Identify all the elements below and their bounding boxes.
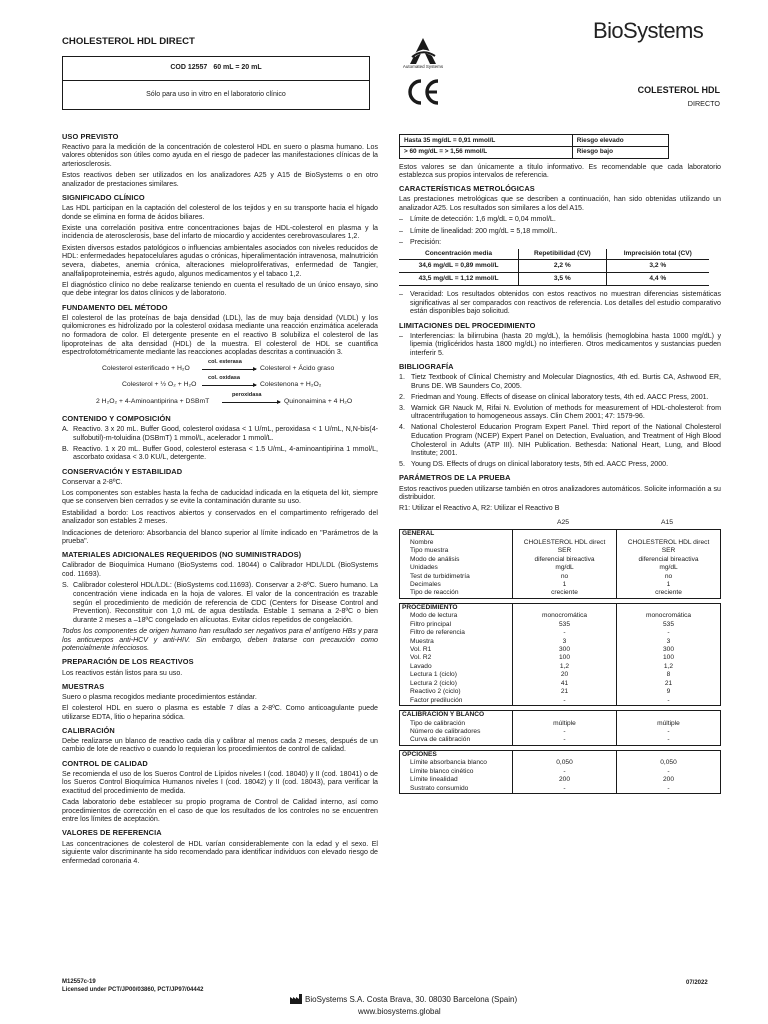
parameters-block bbox=[399, 710, 721, 746]
parameters-block bbox=[399, 603, 721, 706]
parameter-name: Límite absorbancia blanco bbox=[410, 759, 487, 767]
automated-systems-logo-icon bbox=[406, 36, 440, 66]
in-vitro-note: Sólo para uso in vitro en el laboratorio clínico bbox=[146, 91, 286, 99]
table-row bbox=[400, 539, 720, 547]
parameter-value-a15: 8 bbox=[616, 671, 720, 679]
reaction-arrow-icon bbox=[222, 402, 280, 403]
safety-note: Todos los componentes de origen humano han resultado ser negativos para el antígeno HBs y para los anticuerpos anti-HCV y anti-HIV. Sin embargo, deben tratarse con precaución como potencialmente infecciosos. bbox=[62, 627, 378, 653]
reference-number: 4. bbox=[399, 423, 405, 432]
right-column bbox=[399, 134, 721, 798]
table-cell: 3,5 % bbox=[519, 273, 606, 286]
section-heading-fundamento: FUNDAMENTO DEL MÉTODO bbox=[62, 302, 168, 312]
table-cell: 34,6 mg/dL = 0,89 mmol/L bbox=[399, 260, 519, 273]
parameter-value-a15: 1 bbox=[616, 581, 720, 589]
parameter-value-a15: 200 bbox=[616, 776, 720, 784]
table-row bbox=[400, 688, 720, 696]
ce-mark-icon bbox=[406, 78, 440, 106]
risk-label: Riesgo bajo bbox=[572, 146, 668, 158]
parameter-value-a15: 100 bbox=[616, 654, 720, 662]
table-row bbox=[400, 768, 720, 776]
list-text: Límite de linealidad: 200 mg/dL = 5,18 mmol/L. bbox=[410, 226, 558, 235]
section-heading-contenido: CONTENIDO Y COMPOSICIÓN bbox=[62, 413, 171, 423]
risk-table bbox=[399, 134, 669, 159]
risk-label: Riesgo elevado bbox=[572, 135, 668, 147]
table-row bbox=[400, 612, 720, 620]
parameters-block bbox=[399, 750, 721, 794]
parameters-spacer bbox=[616, 604, 720, 612]
reaction-3-products: Quinonaimina + 4 H₂O bbox=[284, 398, 353, 406]
parameter-name: Unidades bbox=[410, 564, 438, 572]
parameter-name: Modo de lectura bbox=[410, 612, 458, 620]
section-heading-referencia: VALORES DE REFERENCIA bbox=[62, 828, 162, 838]
parameter-value-a15: CHOLESTEROL HDL direct bbox=[616, 539, 720, 547]
parameter-name: Curva de calibración bbox=[410, 736, 471, 744]
reaction-1-products: Colesterol + Ácido graso bbox=[260, 365, 335, 373]
list-item bbox=[62, 445, 378, 462]
parameter-name: Modo de análisis bbox=[410, 555, 460, 563]
parameter-name: Filtro de referencia bbox=[410, 629, 465, 637]
paragraph: Calibrador de Bioquímica Humano (BioSystems cod. 18044) o Calibrador HDL/LDL (BioSystems cod. 11693). bbox=[62, 561, 378, 579]
paragraph: Los componentes son estables hasta la fecha de caducidad indicada en la etiqueta del kit, siempre que se conserven bien cerrados y se evite la contaminación durante su uso. bbox=[62, 488, 378, 506]
reference-text: Friedman and Young. Effects of disease on clinical laboratory tests, 4th ed. AACC Press, 2001. bbox=[411, 392, 709, 401]
parameter-value-a25: - bbox=[512, 736, 616, 744]
parameters-spacer bbox=[616, 711, 720, 719]
parameter-name: Lectura 1 (ciclo) bbox=[410, 671, 457, 679]
parameter-value-a25: no bbox=[512, 573, 616, 581]
parameter-value-a15: 21 bbox=[616, 680, 720, 688]
list-item bbox=[399, 290, 721, 316]
list-item bbox=[399, 332, 721, 358]
paragraph: Las prestaciones metrológicas que se describen a continuación, han sido obtenidas utilizando un analizador A25. Los resultados son similares a los del A15. bbox=[399, 195, 721, 213]
table-cell: 2,2 % bbox=[519, 260, 606, 273]
parameter-value-a15: - bbox=[616, 785, 720, 793]
section-heading-conservacion: CONSERVACIÓN Y ESTABILIDAD bbox=[62, 466, 183, 476]
paragraph: El diagnóstico clínico no debe realizarse teniendo en cuenta el resultado de un único ensayo, sino que debe integrar los datos clínicos y de laboratorio. bbox=[62, 280, 378, 298]
reference-number: 1. bbox=[399, 373, 405, 382]
list-marker: – bbox=[399, 226, 403, 235]
parameters-block-title-row bbox=[400, 604, 720, 612]
parameter-value-a25: SER bbox=[512, 547, 616, 555]
list-item bbox=[399, 227, 721, 236]
column-header: Concentración media bbox=[399, 249, 519, 260]
document-date: 07/2022 bbox=[686, 980, 708, 986]
parameter-value-a25: 1 bbox=[512, 581, 616, 589]
parameter-value-a15: no bbox=[616, 573, 720, 581]
risk-value: > 60 mg/dL = > 1,56 mmol/L bbox=[400, 146, 573, 158]
paragraph: R1: Utilizar el Reactivo A, R2: Utilizar el Reactivo B bbox=[399, 504, 560, 513]
parameter-value-a15: - bbox=[616, 728, 720, 736]
parameter-value-a15: - bbox=[616, 629, 720, 637]
paragraph: Los reactivos están listos para su uso. bbox=[62, 668, 183, 677]
list-text: Veracidad: Los resultados obtenidos con estos reactivos no muestran diferencias sistemáticas significativas al ser comparados con reactivos de referencia. Los detalles del estudio comparativo están disponibles bajo solicitud. bbox=[410, 290, 721, 316]
parameter-value-a25: - bbox=[512, 728, 616, 736]
document-code: M12557c-19 bbox=[62, 979, 96, 985]
list-text: Reactivo. 3 x 20 mL. Buffer Good, colesterol oxidasa < 1 U/mL, peroxidasa < 1 U/mL, N,N-bis(4-sulfobutil)-m-toluidina (DSBmT) 1 mmol/L, acelerador 1 mmol/L. bbox=[73, 424, 378, 442]
parameters-block-title-row bbox=[400, 711, 720, 719]
reference-item bbox=[399, 393, 721, 402]
list-text: Precisión: bbox=[410, 237, 442, 246]
reference-item bbox=[399, 373, 721, 390]
parameters-block-title: PROCEDIMIENTO bbox=[402, 603, 458, 611]
parameter-name: Número de calibradores bbox=[410, 727, 481, 735]
reference-list bbox=[399, 373, 721, 469]
table-row bbox=[400, 697, 720, 705]
parameters-block-title: OPCIONES bbox=[402, 750, 437, 758]
parameter-value-a25: diferencial bireactiva bbox=[512, 556, 616, 564]
product-code-row bbox=[63, 57, 369, 81]
parameter-value-a15: creciente bbox=[616, 589, 720, 597]
section-heading-materiales: MATERIALES ADICIONALES REQUERIDOS (NO SUMINISTRADOS) bbox=[62, 550, 302, 560]
list-marker: A. bbox=[62, 424, 69, 433]
table-row bbox=[400, 556, 720, 564]
parameters-block-title-row bbox=[400, 530, 720, 538]
reaction-1-reactants: Colesterol esterificado + H₂O bbox=[102, 365, 190, 373]
table-row bbox=[400, 663, 720, 671]
table-row bbox=[400, 680, 720, 688]
left-column bbox=[62, 127, 378, 868]
paragraph: Se recomienda el uso de los Sueros Control de Lípidos niveles I (cod. 18040) y II (cod. 18041) o de los Sueros Control Bioquímica Humanos niveles I (cod. 18042) y II (cod. 18043), para verificar la exactitud del procedimiento de medida. bbox=[62, 769, 378, 795]
section-heading-parametros: PARÁMETROS DE LA PRUEBA bbox=[399, 473, 511, 483]
column-header-a25: A25 bbox=[556, 519, 570, 527]
paragraph: Estabilidad a bordo: Los reactivos abiertos y conservados en el compartimento refrigerado del analizador son estables 2 meses. bbox=[62, 508, 378, 526]
table-row bbox=[400, 736, 720, 744]
list-item bbox=[62, 425, 378, 442]
parameter-value-a25: 21 bbox=[512, 688, 616, 696]
table-row bbox=[399, 273, 709, 286]
reaction-3-enzyme: peroxidasa bbox=[232, 392, 262, 399]
parameters-spacer bbox=[616, 530, 720, 538]
paragraph: Indicaciones de deterioro: Absorbancia del blanco superior al límite indicado en "Parámetros de la prueba". bbox=[62, 528, 378, 546]
paragraph: Reactivo para la medición de la concentración de colesterol HDL en suero o plasma humano. Los valores obtenidos son útiles como ayuda en el riesgo de padecer las manifestaciones clínicas de la arteriosclerosis. bbox=[62, 142, 378, 168]
reference-number: 3. bbox=[399, 403, 405, 412]
section-heading-limitaciones: LIMITACIONES DEL PROCEDIMIENTO bbox=[399, 320, 536, 330]
parameter-value-a15: 3 bbox=[616, 638, 720, 646]
table-row bbox=[400, 654, 720, 662]
license-note: Licensed under PCT/JP00/03860, PCT/JP97/04442 bbox=[62, 987, 204, 994]
table-cell: 43,5 mg/dL = 1,12 mmol/L bbox=[399, 273, 519, 286]
table-row bbox=[400, 785, 720, 793]
parameters-block-title-row bbox=[400, 751, 720, 759]
reaction-arrow-icon bbox=[202, 369, 256, 370]
table-row bbox=[400, 776, 720, 784]
list-item bbox=[399, 215, 721, 224]
section-heading-significado: SIGNIFICADO CLÍNICO bbox=[62, 192, 145, 202]
reaction-2-products: Colestenona + H₂O₂ bbox=[260, 381, 322, 389]
parameters-column-headers bbox=[399, 519, 721, 527]
parameter-name: Límite linealidad bbox=[410, 776, 458, 784]
paragraph: Estos reactivos pueden utilizarse también en otros analizadores automáticos. Solicite información a su distribuidor. bbox=[399, 484, 721, 502]
parameter-value-a25: 100 bbox=[512, 654, 616, 662]
parameter-value-a25: 3 bbox=[512, 638, 616, 646]
precision-table bbox=[399, 249, 709, 286]
parameter-name: Lavado bbox=[410, 662, 432, 670]
reference-item bbox=[399, 460, 721, 469]
reaction-2-enzyme: col. oxidasa bbox=[208, 375, 241, 382]
paragraph: Las HDL participan en la captación del colesterol de los tejidos y en su transporte hacia el hígado donde se elimina en forma de ácidos biliares. bbox=[62, 203, 378, 221]
parameter-value-a25: 535 bbox=[512, 621, 616, 629]
reaction-arrow-icon bbox=[202, 385, 256, 386]
table-row bbox=[400, 547, 720, 555]
table-row bbox=[400, 671, 720, 679]
list-text: Reactivo. 1 x 20 mL. Buffer Good, colesterol esterasa < 1.5 U/mL, 4-aminoantipirina 1 mmol/L, ascorbato oxidasa < 3.0 KU/L, detergente. bbox=[73, 444, 378, 462]
reaction-2-reactants: Colesterol + ½ O₂ + H₂O bbox=[122, 381, 197, 389]
parameters-spacer bbox=[512, 751, 616, 759]
column-header: Repetibilidad (CV) bbox=[519, 249, 606, 260]
paragraph: Conservar a 2-8ºC. bbox=[62, 477, 123, 486]
table-row bbox=[399, 260, 709, 273]
logo-caption: Automated Systems bbox=[402, 64, 444, 69]
parameter-value-a25: - bbox=[512, 768, 616, 776]
parameter-value-a15: 300 bbox=[616, 646, 720, 654]
product-name: COLESTEROL HDL bbox=[637, 85, 720, 95]
reaction-1-enzyme: col. esterasa bbox=[208, 359, 242, 366]
paragraph: Las concentraciones de colesterol de HDL varían considerablemente con la edad y el sexo. El siguiente valor discriminante ha sido recomendado para identificar individuos con elevado riesgo de enfermedad coronaria 4. bbox=[62, 839, 378, 865]
risk-value: Hasta 35 mg/dL = 0,91 mmol/L bbox=[400, 135, 573, 147]
section-heading-metrologicas: CARACTERÍSTICAS METROLÓGICAS bbox=[399, 184, 535, 194]
paragraph: Estos reactivos deben ser utilizados en los analizadores A25 y A15 de BioSystems o en otro analizador de prestaciones similares. bbox=[62, 171, 378, 188]
table-row bbox=[400, 573, 720, 581]
reaction-scheme bbox=[62, 359, 378, 409]
parameter-name: Factor predilución bbox=[410, 696, 463, 704]
parameter-value-a25: 300 bbox=[512, 646, 616, 654]
list-text: Límite de detección: 1,6 mg/dL = 0,04 mmol/L. bbox=[410, 215, 556, 224]
reference-number: 2. bbox=[399, 392, 405, 401]
parameter-value-a15: 9 bbox=[616, 688, 720, 696]
reference-text: Young DS. Effects of drugs on clinical laboratory tests, 5th ed. AACC Press, 2000. bbox=[411, 460, 669, 469]
parameter-value-a25: 200 bbox=[512, 776, 616, 784]
paragraph: Cada laboratorio debe establecer su propio programa de Control de Calidad interno, así como procedimientos de corrección en el caso de que los resultados de los controles no se encuentren entre los límites de aceptación. bbox=[62, 798, 378, 824]
parameter-value-a15: diferencial bireactiva bbox=[616, 556, 720, 564]
parameter-value-a25: múltiple bbox=[512, 720, 616, 728]
parameter-name: Tipo muestra bbox=[410, 547, 449, 555]
list-marker: – bbox=[399, 290, 403, 299]
parameter-value-a15: SER bbox=[616, 547, 720, 555]
parameter-name: Vol. R1 bbox=[410, 646, 432, 653]
parameter-name: Tipo de reacción bbox=[410, 589, 459, 597]
parameter-value-a25: monocromática bbox=[512, 612, 616, 620]
parameter-value-a25: creciente bbox=[512, 589, 616, 597]
parameter-value-a25: 20 bbox=[512, 671, 616, 679]
parameter-value-a15: 535 bbox=[616, 621, 720, 629]
parameter-value-a25: - bbox=[512, 697, 616, 705]
table-row bbox=[400, 728, 720, 736]
table-row bbox=[400, 759, 720, 767]
paragraph: Existe una correlación positiva entre concentraciones bajas de HDL-colesterol en plasma y la incidencia de aterosclerosis, base del infarto de miocardio y accidentes cerebrovasculares 1,2. bbox=[62, 223, 378, 241]
product-code-box bbox=[62, 56, 370, 110]
table-row bbox=[400, 638, 720, 646]
parameters-table bbox=[399, 529, 721, 794]
reference-text: Warnick GR Nauck M, Rifai N. Evolution of methods for measurement of HDL-cholesterol: from ultracentrifugation to homogeneous assays. Clin Chem 2001; 47: 1579-96. bbox=[411, 403, 721, 421]
parameter-name: Lectura 2 (ciclo) bbox=[410, 679, 457, 687]
table-row bbox=[400, 564, 720, 572]
paragraph: Existen diversos estados patológicos o influencias ambientales asociados con niveles reducidos de HDL: enfermedades hepatocelulares agudas o crónicas, hiperalimentación intravenosa, malnutrición severa, diabetes, anemia crónica, alteraciones mieloproliferativas, enfermedad de Tangier, analfalipoproteinemia, estrés agudo, algunos medicamentos y el tabaco 1,2. bbox=[62, 243, 378, 278]
section-heading-bibliografia: BIBLIOGRAFÍA bbox=[399, 361, 454, 371]
parameter-value-a15: mg/dL bbox=[616, 564, 720, 572]
reference-text: Tietz Textbook of Clinical Chemistry and Molecular Diagnostics, 4th ed. Burtis CA, Ashwood ER, Bruns DE. WB Saunders Co, 2005. bbox=[411, 373, 721, 390]
column-header: Imprecisión total (CV) bbox=[606, 249, 709, 260]
table-row bbox=[400, 589, 720, 597]
parameter-value-a15: 1,2 bbox=[616, 663, 720, 671]
paragraph: El colesterol HDL en suero o plasma es estable 7 días a 2-8ºC. Como anticoagulante puede utilizarse EDTA, litio o heparina sódica. bbox=[62, 703, 378, 721]
parameter-value-a25: 1,2 bbox=[512, 663, 616, 671]
parameters-block-title: GENERAL bbox=[402, 530, 435, 538]
parameter-value-a15: 0,050 bbox=[616, 759, 720, 767]
list-marker: B. bbox=[62, 444, 69, 453]
parameter-name: Vol. R2 bbox=[410, 654, 432, 662]
section-heading-preparacion: PREPARACIÓN DE LOS REACTIVOS bbox=[62, 657, 194, 667]
paragraph: Debe realizarse un blanco de reactivo cada día y calibrar al menos cada 2 meses, después de un cambio de lote de reactivo o cuando lo requieran los procedimientos de control de calidad. bbox=[62, 736, 378, 754]
parameters-spacer bbox=[616, 751, 720, 759]
table-row bbox=[400, 135, 669, 147]
table-row bbox=[400, 720, 720, 728]
parameter-name: Filtro principal bbox=[410, 620, 452, 628]
parameter-value-a25: 41 bbox=[512, 680, 616, 688]
table-cell: 4,4 % bbox=[606, 273, 709, 286]
parameter-value-a15: - bbox=[616, 697, 720, 705]
parameter-name: Nombre bbox=[410, 538, 434, 546]
reference-number: 5. bbox=[399, 460, 405, 469]
parameters-spacer bbox=[512, 530, 616, 538]
table-row bbox=[400, 581, 720, 589]
reference-item bbox=[399, 404, 721, 421]
column-header-a15: A15 bbox=[660, 519, 674, 527]
company-address: BioSystems S.A. Costa Brava, 30. 08030 Barcelona (Spain) bbox=[305, 995, 518, 1004]
parameters-spacer bbox=[512, 604, 616, 612]
list-text: Interferencias: la bilirrubina (hasta 20 mg/dL), la hemólisis (hemoglobina hasta 1000 mg/dL) y lipemia (triglicéridos hasta 1800 mg/dL) no interfieren. Otros medicamentos y sustancias pueden interferir 5. bbox=[410, 331, 721, 357]
parameters-block bbox=[399, 529, 721, 599]
brand-logo: BioSystems bbox=[593, 18, 704, 43]
paragraph: El colesterol de las proteínas de baja densidad (LDL), las de muy baja densidad (VLDL) y los quilomicrones es hidrolizado por la colesterol oxidasa mediante una reacción enzimática acelerada no formadora de color. El detergente presente en el reactivo B solubiliza el colesterol de las lipoproteínas de alta densidad (HDL) de la muestra. El colesterol de HDL se cuantifica espectrofotométricamente mediante las reacciones acopladas descritas a continuación 3. bbox=[62, 313, 378, 357]
parameters-block-title: CALIBRACIÓN Y BLANCO bbox=[402, 711, 485, 719]
table-header-row bbox=[399, 249, 709, 260]
parameter-name: Límite blanco cinético bbox=[410, 767, 474, 775]
parameter-name: Muestra bbox=[410, 637, 434, 645]
parameter-name: Tipo de calibración bbox=[410, 719, 466, 727]
parameter-value-a15: monocromática bbox=[616, 612, 720, 620]
list-marker: – bbox=[399, 215, 403, 224]
paragraph: Suero o plasma recogidos mediante procedimientos estándar. bbox=[62, 692, 257, 701]
list-marker: – bbox=[399, 331, 403, 340]
table-row bbox=[400, 621, 720, 629]
footer-left bbox=[62, 978, 203, 994]
reference-text: National Cholesterol Educarion Program Expert Panel. Third report of the National Cholesterol Education Program (NCEP) Expert Panel on Detection, Evaluation, and Treatment of High Blood Cholesterol in Adults (ATP III). NIH Publication. Bethesda: National Heart, Lung, and Blood Institute; 2001. bbox=[411, 423, 721, 458]
pack-size: 60 mL = 20 mL bbox=[213, 64, 262, 72]
parameter-value-a25: 0,050 bbox=[512, 759, 616, 767]
product-subtitle: DIRECTO bbox=[687, 99, 720, 108]
parameter-name: Reactivo 2 (ciclo) bbox=[410, 688, 461, 696]
table-cell: 3,2 % bbox=[606, 260, 709, 273]
paragraph: Estos valores se dan únicamente a título informativo. Es recomendable que cada laboratorio establezca sus propios intervalos de referencia. bbox=[399, 162, 721, 180]
parameter-value-a25: CHOLESTEROL HDL direct bbox=[512, 539, 616, 547]
table-row bbox=[400, 646, 720, 654]
list-item bbox=[62, 581, 378, 624]
parameter-value-a25: - bbox=[512, 629, 616, 637]
parameter-name: Test de turbidimetría bbox=[410, 572, 470, 580]
section-heading-control: CONTROL DE CALIDAD bbox=[62, 758, 148, 768]
parameter-name: Sustrato consumido bbox=[410, 784, 469, 792]
list-item bbox=[399, 238, 721, 247]
parameter-value-a15: - bbox=[616, 736, 720, 744]
parameter-value-a15: múltiple bbox=[616, 720, 720, 728]
intended-use-row bbox=[63, 81, 369, 110]
document-title: CHOLESTEROL HDL DIRECT bbox=[62, 36, 195, 47]
product-code: COD 12557 bbox=[170, 64, 208, 72]
parameter-name: Decimales bbox=[410, 580, 441, 588]
manufacturer-icon bbox=[290, 994, 302, 1004]
reference-item bbox=[399, 423, 721, 458]
list-marker: S. bbox=[62, 581, 69, 590]
parameter-value-a25: mg/dL bbox=[512, 564, 616, 572]
section-heading-calibracion: CALIBRACIÓN bbox=[62, 725, 115, 735]
list-marker: – bbox=[399, 237, 403, 246]
list-text: Calibrador colesterol HDL/LDL: (BioSystems cod.11693). Conservar a 2-8ºC. Suero humano. La concentración viene indicada en la hoja de valores. El valor de la concentración es trazable según el procedimiento de medición de referencia de CDC (Centers for Disease Control and Prevention). Reconstituir con 1,0 mL de agua destilada. Estable 1 semana a 2-8ºC o bien durante 2 meses a –18ºC congelado en alícuotas. Evitar ciclos repetidos de congelación. bbox=[73, 581, 378, 624]
section-heading-muestras: MUESTRAS bbox=[62, 681, 105, 691]
section-heading-uso: USO PREVISTO bbox=[62, 131, 119, 141]
parameter-value-a15: - bbox=[616, 768, 720, 776]
company-url[interactable]: www.biosystems.global bbox=[358, 1007, 441, 1016]
parameters-spacer bbox=[512, 711, 616, 719]
reaction-3-reactants: 2 H₂O₂ + 4-Aminoantipirina + DSBmT bbox=[96, 398, 210, 406]
table-row bbox=[400, 146, 669, 158]
table-row bbox=[400, 629, 720, 637]
parameter-value-a25: - bbox=[512, 785, 616, 793]
